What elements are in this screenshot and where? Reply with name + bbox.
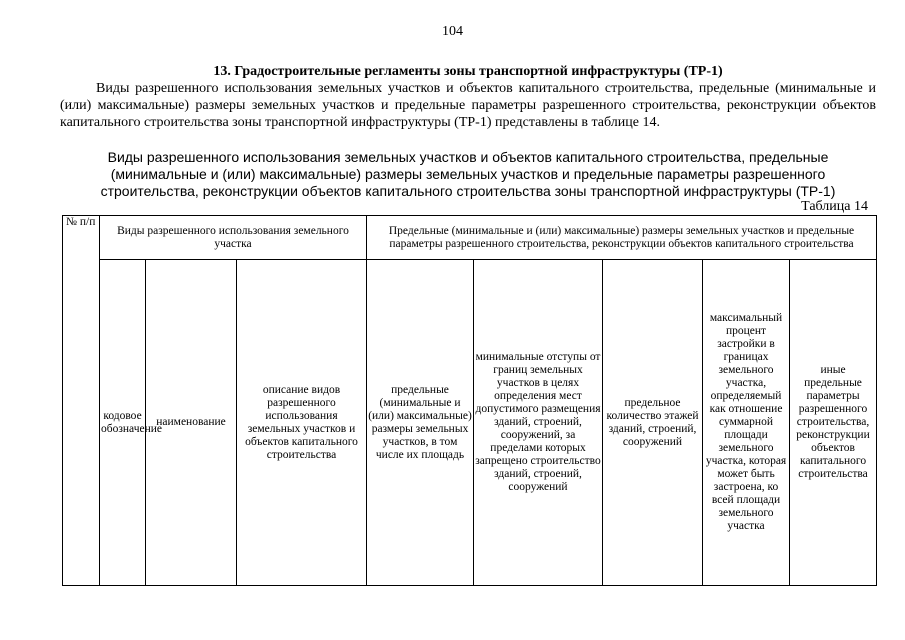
header-coverage: максимальный процент застройки в границах земельного участка, определяемый как отношение суммарной площади земельного участка, которая может быть застроена, ко всей площади земельного участка	[703, 260, 790, 586]
header-plot-sizes: предельные (минимальные и (или) максимальные) размеры земельных участков, в том числе их площадь	[367, 260, 474, 586]
page-number: 104	[442, 24, 463, 39]
header-use-group: Виды разрешенного использования земельного участка	[100, 216, 367, 260]
header-number: № п/п	[63, 216, 100, 586]
regulations-table	[62, 215, 877, 586]
header-setbacks: минимальные отступы от границ земельных участков в целях определения мест допустимого размещения зданий, строений, сооружений, за пределами которых запрещено строительство зданий, строений, сооружений	[474, 260, 603, 586]
section-heading: 13. Градостроительные регламенты зоны транспортной инфраструктуры (ТР-1)	[213, 64, 723, 79]
header-name: наименование	[146, 260, 237, 586]
header-other-params: иные предельные параметры разрешенного строительства, реконструкции объектов капитального строительства	[790, 260, 877, 586]
header-params-group: Предельные (минимальные и (или) максимальные) размеры земельных участков и предельные параметры разрешенного строительства, реконструкции объектов капитального строительства	[367, 216, 877, 260]
table-caption: Виды разрешенного использования земельных участков и объектов капитального строительства, предельные (минимальные и (или) максимальные) размеры земельных участков и предельные параметры разрешенного строительства, реконструкции объектов капитального строительства зоны транспортной инфраструктуры (ТР-1)	[100, 149, 836, 199]
table-number: Таблица 14	[801, 199, 868, 214]
intro-paragraph: Виды разрешенного использования земельных участков и объектов капитального строительства, предельные (минимальные и (или) максимальные) размеры земельных участков и предельные параметры разрешенного строительства, реконструкции объектов капитального строительства зоны транспортной инфраструктуры (ТР-1) представлены в таблице 14.	[60, 81, 876, 130]
header-description: описание видов разрешенного использования земельных участков и объектов капитального строительства	[237, 260, 367, 586]
header-code: кодовое обозначение	[100, 260, 146, 586]
header-floors: предельное количество этажей зданий, строений, сооружений	[603, 260, 703, 586]
